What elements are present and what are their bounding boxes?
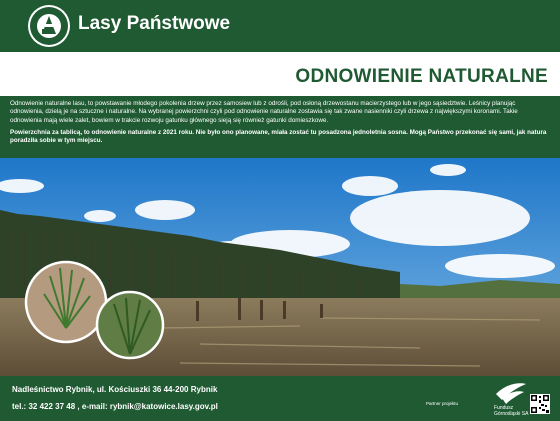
header-bar: [0, 0, 560, 52]
fund-name-line1: Fundusz: [494, 405, 514, 411]
footer-bar: [0, 376, 560, 421]
forest-photo: [0, 158, 560, 376]
lasy-panstwowe-logo-icon: [26, 3, 72, 49]
brand-name: Lasy Państwowe: [78, 13, 231, 34]
partner-label: Partner projektu: [426, 401, 459, 406]
page-title: ODNOWIENIE NATURALNE: [295, 66, 548, 87]
info-box: [0, 96, 560, 158]
qr-code-icon: [530, 394, 550, 414]
footer-address: Nadleśnictwo Rybnik, ul. Kościuszki 36 44-200 Rybnik: [12, 385, 218, 394]
info-highlight: Powierzchnia za tablicą, to odnowienie naturalne z 2021 roku. Nie było ono planowane, miała zostać tu posadzona jednoletnia sosna. Mogą Państwo przekonać się sami, jak natura poradziła sobie w tym miejscu.: [10, 128, 547, 145]
fundusz-gornoslaski-logo-icon: [492, 380, 530, 416]
fund-name-line2: Górnośląski SA: [494, 411, 529, 416]
footer-contact: tel.: 32 422 37 48 , e-mail: rybnik@katowice.lasy.gov.pl: [12, 402, 218, 411]
info-paragraph: Odnowienie naturalne lasu, to powstawanie młodego pokolenia drzew przez samosiew lub z odrośli, pod osłoną drzewostanu macierzystego lub w jego sąsiedztwie. Leśnicy planując odnowienia, dzielą je na sztuczne i naturalne. Na wybranej powierzchni czyli pod odnowienie naturalne zostawia się tak zwane nasienniki czyli drzewa z największymi koronami. Takie odnowienia mają wiele zalet, bowiem w trakcie rozwoju gatunku głównego sieją się również gatunki domieszkowe.: [10, 100, 518, 124]
